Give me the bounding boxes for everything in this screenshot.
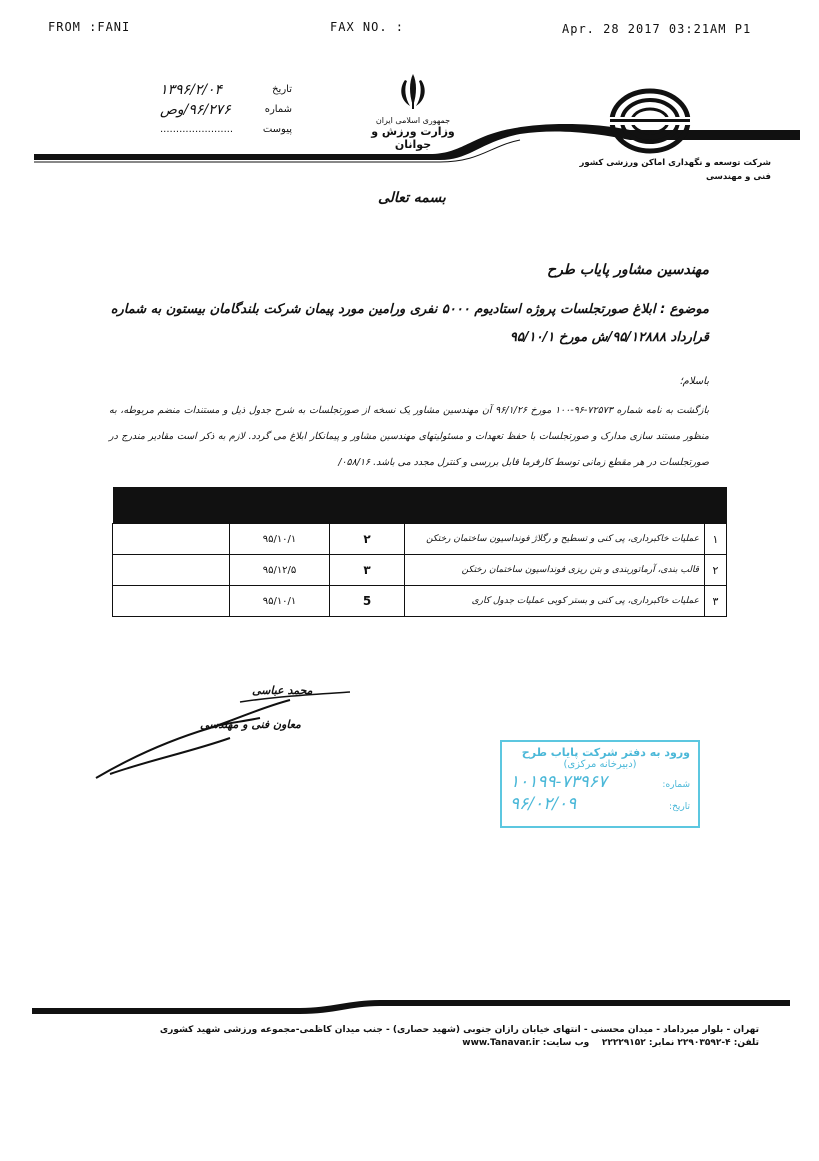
subject: موضوع : ابلاغ صورتجلسات پروژه استادیوم ۵۰۰۰ نفری ورامین مورد پیمان شرکت بلندگامان بیستون به شماره قرارداد ۹۵/۱۲۸۸۸/ش مورخ ۹۵/۱۰/۱ [110,302,709,345]
table-header-row [113,487,727,524]
iran-emblem-icon [396,72,430,110]
fax-date-page: Apr. 28 2017 03:21AM P1 [562,22,752,36]
table-header-cell [113,487,230,524]
signature-scribble [90,688,360,784]
row-description: قالب بندی، آرماتوربندی و بتن ریزی فونداسیون ساختمان رختکن [405,555,705,586]
work-table [112,487,726,617]
number-label: شماره [264,104,292,115]
company-logo-icon [608,86,692,156]
row-number: ۳ [705,586,727,617]
signatory-title: معاون فنی و مهندسی [200,718,301,731]
row-note [113,586,230,617]
company-line-1: شرکت توسعه و نگهداری اماکن ورزشی کشور [579,158,771,168]
row-quantity: ۲ [330,524,405,555]
date-value: ۱۳۹۶/۲/۰۴ [160,82,223,98]
stamp-number-value: ۱۰۱۹۹-۷۳۹۶۷ [510,772,608,792]
date-row [160,80,292,100]
stamp-date-value: ۹۶/۰۲/۰۹ [510,794,577,814]
ministry-name: وزارت ورزش و جوانان [371,125,455,151]
body-paragraph: بازگشت به نامه شماره ۷۲۵۷۳-۹۶-۱۰۰ مورخ ۹۶/۱/۲۶ آن مهندسین مشاور یک نسخه از صورتجلسات به شرح جدول ذیل و مستندات منضم مربوطه، به منظور مستند سازی مدارک و صورتجلسات با حفظ تعهدات و مسئولیتهای مهندسین مشاور و پیمانکار ابلاغ می گردد. لازم به ذکر است مقادیر مندرج در صورتجلسات در هر مقطع زمانی توسط کارفرما قابل بررسی و کنترل مجدد می باشد. ۰۵۸/۱۶/ [109,405,709,468]
besmellah: بسمه تعالی [378,190,446,206]
number-row [160,100,292,120]
stamp-subtitle: (دبیرخانه مرکزی) [563,759,637,770]
company-line-2: فنی و مهندسی [705,172,771,182]
received-stamp [500,740,700,828]
stamp-date-label: تاریخ: [669,802,690,812]
footer-phone: تلفن: ۴-۲۲۹۰۳۵۹۲ نمابر: ۲۲۲۲۹۱۵۲ [601,1038,759,1048]
table-row [113,524,727,555]
row-description: عملیات خاکبرداری، پی کنی و بستر کوبی عملیات جدول کاری [405,586,705,617]
table-header-cell [330,487,405,524]
row-number: ۲ [705,555,727,586]
attachment-row [160,120,292,140]
addressee: مهندسین مشاور پایاب طرح [547,262,709,278]
row-quantity: 5 [330,586,405,617]
row-number: ۱ [705,524,727,555]
row-date: ۹۵/۱۰/۱ [230,586,330,617]
footer-website-label: وب سایت: [542,1038,590,1048]
ministry-block [358,72,468,151]
table-header-cell [230,487,330,524]
letter-meta [160,80,292,140]
date-label: تاریخ [272,84,292,95]
table-row [113,555,727,586]
stamp-date-row [510,794,690,814]
attachment-label: پیوست [262,124,292,135]
fax-from: FROM :FANI [48,20,131,34]
signatory-name: محمد عباسی [252,684,313,697]
greeting: باسلام؛ [679,376,709,387]
row-note [113,524,230,555]
ministry-republic: جمهوری اسلامی ایران [375,116,451,125]
stamp-number-label: شماره: [662,780,690,790]
attachment-dots: ....................... [160,124,234,135]
number-value: ۹۶/۲۷۶/وص [160,102,231,118]
table-row [113,586,727,617]
fax-number: FAX NO. : [330,20,405,34]
row-description: عملیات خاکبرداری، پی کنی و تسطیح و رگلاژ فونداسیون ساختمان رختکن [405,524,705,555]
footer-contact [462,1038,759,1048]
row-note [113,555,230,586]
table-header-cell [705,487,727,524]
row-quantity: ۳ [330,555,405,586]
stamp-title: ورود به دفتر شرکت پایاب طرح [521,746,690,759]
company-name [556,156,771,184]
footer-address: تهران - بلوار میرداماد - میدان محسنی - انتهای خیابان رازان جنوبی (شهید حصاری) - جنب میدان کاظمی-مجموعه ورزشی شهید کشوری [159,1025,759,1035]
stamp-number-row [510,772,690,792]
footer-website[interactable]: www.Tanavar.ir [462,1038,540,1048]
table-header-cell [405,487,705,524]
row-date: ۹۵/۱۰/۱ [230,524,330,555]
row-date: ۹۵/۱۲/۵ [230,555,330,586]
